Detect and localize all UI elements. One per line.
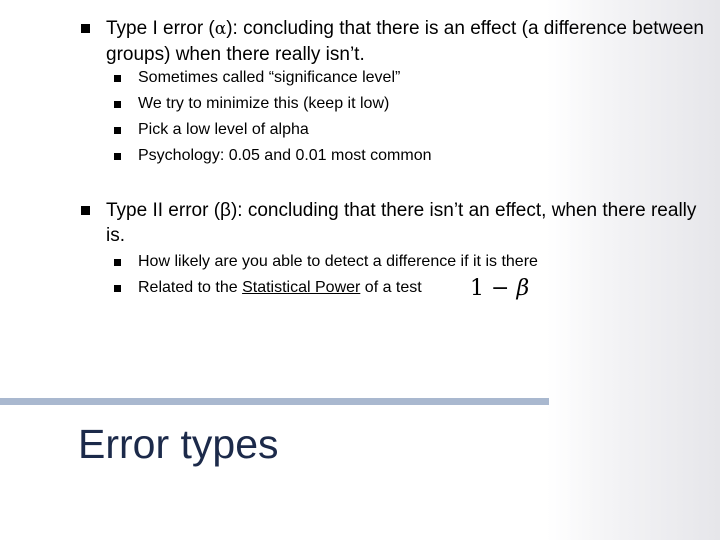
- sub-bullet-text: How likely are you able to detect a difference if it is there: [138, 253, 538, 270]
- sub-bullet-text: Pick a low level of alpha: [138, 121, 309, 138]
- type-two-error-text: Type II error (β): concluding that there isn’t an effect, when there really is.: [106, 200, 697, 246]
- bullet-marker: [114, 259, 121, 266]
- sub-bullet-text: We try to minimize this (keep it low): [138, 95, 390, 112]
- sub-bullet-text: Sometimes called “significance level”: [138, 69, 401, 86]
- bullet-marker: [114, 285, 121, 292]
- bullet-marker: [114, 75, 121, 82]
- slide-title: Error types: [78, 421, 279, 467]
- statistical-power-text: Related to the Statistical Power of a test: [138, 279, 422, 296]
- statistical-power-link[interactable]: Statistical Power: [242, 279, 361, 296]
- bullet-marker: [81, 206, 90, 215]
- divider-rule: [0, 398, 549, 405]
- power-formula: 1 − β: [470, 276, 530, 301]
- bullet-marker: [114, 127, 121, 134]
- bullet-marker: [81, 24, 90, 33]
- sub-bullet-text: Psychology: 0.05 and 0.01 most common: [138, 147, 432, 164]
- bullet-marker: [114, 153, 121, 160]
- background-strip: [547, 0, 720, 540]
- bullet-marker: [114, 101, 121, 108]
- type-one-error-text: Type I error (α): concluding that there is an effect (a difference between groups) when there really isn’t.: [106, 18, 704, 65]
